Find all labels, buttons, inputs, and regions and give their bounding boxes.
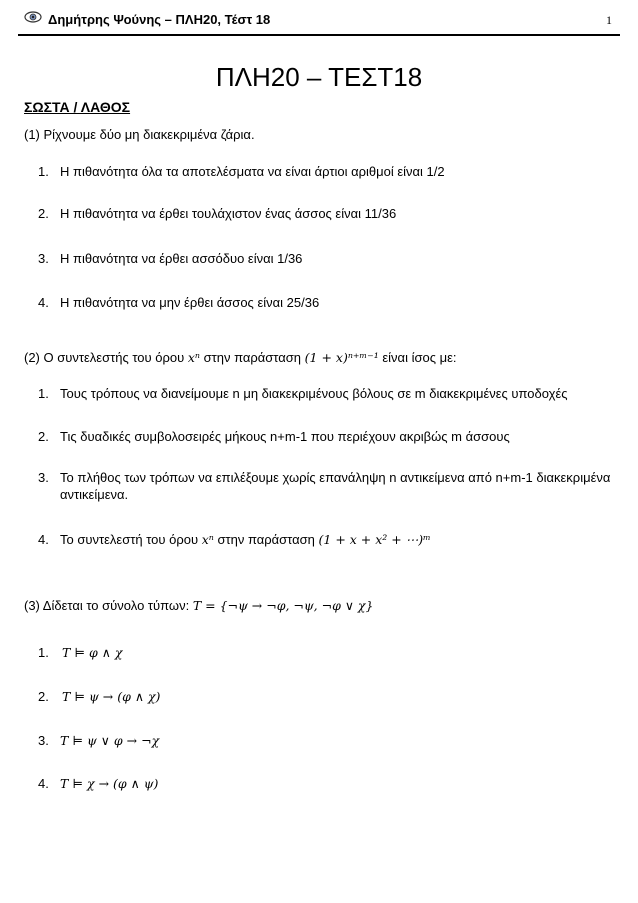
- header-divider: [18, 34, 620, 36]
- q2-term: xⁿ: [187, 350, 200, 365]
- eye-logo-icon: [24, 10, 42, 24]
- section-heading: ΣΩΣΤΑ / ΛΑΘΟΣ: [24, 99, 131, 115]
- question-2-label: (2) Ο συντελεστής του όρου xⁿ στην παράσταση (1 + x)ⁿ⁺ᵐ⁻¹ είναι ίσος με:: [24, 350, 457, 365]
- header-author: Δημήτρης Ψούνης – ΠΛΗ20, Τέστ 18: [48, 12, 271, 27]
- page-number: 1: [606, 13, 612, 27]
- page-title: ΠΛΗ20 – ΤΕΣΤ18: [215, 62, 423, 92]
- q2-expression: (1 + x)ⁿ⁺ᵐ⁻¹: [304, 350, 379, 365]
- question-3-label: (3) Δίδεται το σύνολο τύπων: T = {¬ψ → ¬φ, ¬ψ, ¬φ ∨ χ}: [24, 598, 374, 613]
- question-1-label: (1) Ρίχνουμε δύο μη διακεκριμένα ζάρια.: [24, 127, 255, 142]
- q3-formula-set: T = {¬ψ → ¬φ, ¬ψ, ¬φ ∨ χ}: [192, 598, 374, 613]
